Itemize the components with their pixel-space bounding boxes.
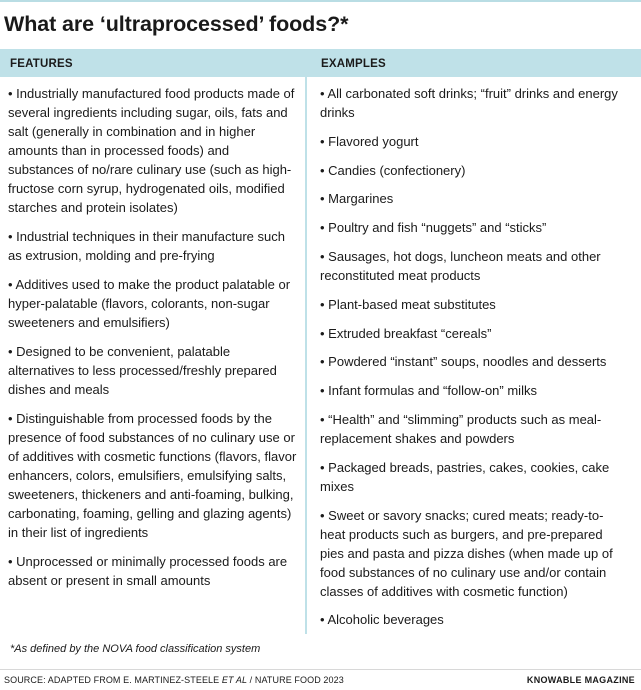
list-item: • Packaged breads, pastries, cakes, cookies, cake mixes: [320, 459, 610, 494]
features-column-header: FEATURES: [10, 58, 73, 70]
brand-credit: KNOWABLE MAGAZINE: [526, 675, 635, 685]
list-item: • “Health” and “slimming” products such as meal-replacement shakes and powders: [320, 411, 602, 446]
list-item: • Infant formulas and “follow-on” milks: [320, 383, 537, 399]
source-suffix: / NATURE FOOD 2023: [247, 675, 344, 685]
list-item: • Industrially manufactured food products made of several ingredients including sugar, oils, fats and salt (generally in combination and in higher amounts than in processed foods) and substances of no/rare culinary use (such as high-fructose corn syrup, hydrogenated oils, modified starches and protein isolates): [8, 86, 295, 215]
page-title: What are ‘ultraprocessed’ foods?*: [4, 12, 349, 36]
column-divider: [305, 77, 307, 634]
list-item: • Sausages, hot dogs, luncheon meats and other reconstituted meat products: [320, 248, 601, 283]
features-list: [8, 84, 298, 600]
list-item: • Designed to be convenient, palatable alternatives to less processed/freshly prepared dishes and meals: [8, 344, 277, 397]
list-item: • Unprocessed or minimally processed foods are absent or present in small amounts: [8, 554, 288, 588]
list-item: • Candies (confectionery): [320, 162, 466, 178]
source-prefix: SOURCE: ADAPTED FROM E. MARTINEZ-STEELE: [4, 675, 222, 685]
source-italic: ET AL: [221, 675, 248, 685]
list-item: • Sweet or savory snacks; cured meats; ready-to-heat products such as burgers, and pre-prepared pies and pasta and pizza dishes (when made up of food substances of no culinary use and/or contain classes of additives with cosmetic function): [320, 507, 613, 599]
list-item: • Powdered “instant” soups, noodles and desserts: [320, 354, 607, 370]
list-item: • Margarines: [320, 191, 394, 207]
source-credit: [4, 675, 344, 685]
top-rule: [0, 0, 641, 2]
list-item: • Distinguishable from processed foods by the presence of food substances of no culinary use or of additives with cosmetic functions (flavors, flavor enhancers, colors, emulsifiers, emulsifying salts, sweeteners, thickeners and anti-foaming, bulking, carbonating, foaming, gelling and glazing agents) in their list of ingredients: [8, 411, 297, 540]
list-item: • Poultry and fish “nuggets” and “sticks”: [320, 220, 547, 236]
list-item: • Industrial techniques in their manufacture such as extrusion, molding and pre-frying: [8, 229, 285, 263]
examples-list: [320, 84, 626, 639]
list-item: • Additives used to make the product palatable or hyper-palatable (flavors, colorants, non-sugar sweeteners and emulsifiers): [8, 277, 291, 330]
footnote: *As defined by the NOVA food classification system: [10, 643, 261, 655]
list-item: • Plant-based meat substitutes: [320, 296, 496, 312]
examples-column-header: EXAMPLES: [321, 58, 386, 70]
list-item: • All carbonated soft drinks; “fruit” drinks and energy drinks: [320, 86, 618, 120]
list-item: • Flavored yogurt: [320, 133, 419, 149]
list-item: • Alcoholic beverages: [320, 612, 444, 628]
list-item: • Extruded breakfast “cereals”: [320, 325, 492, 341]
